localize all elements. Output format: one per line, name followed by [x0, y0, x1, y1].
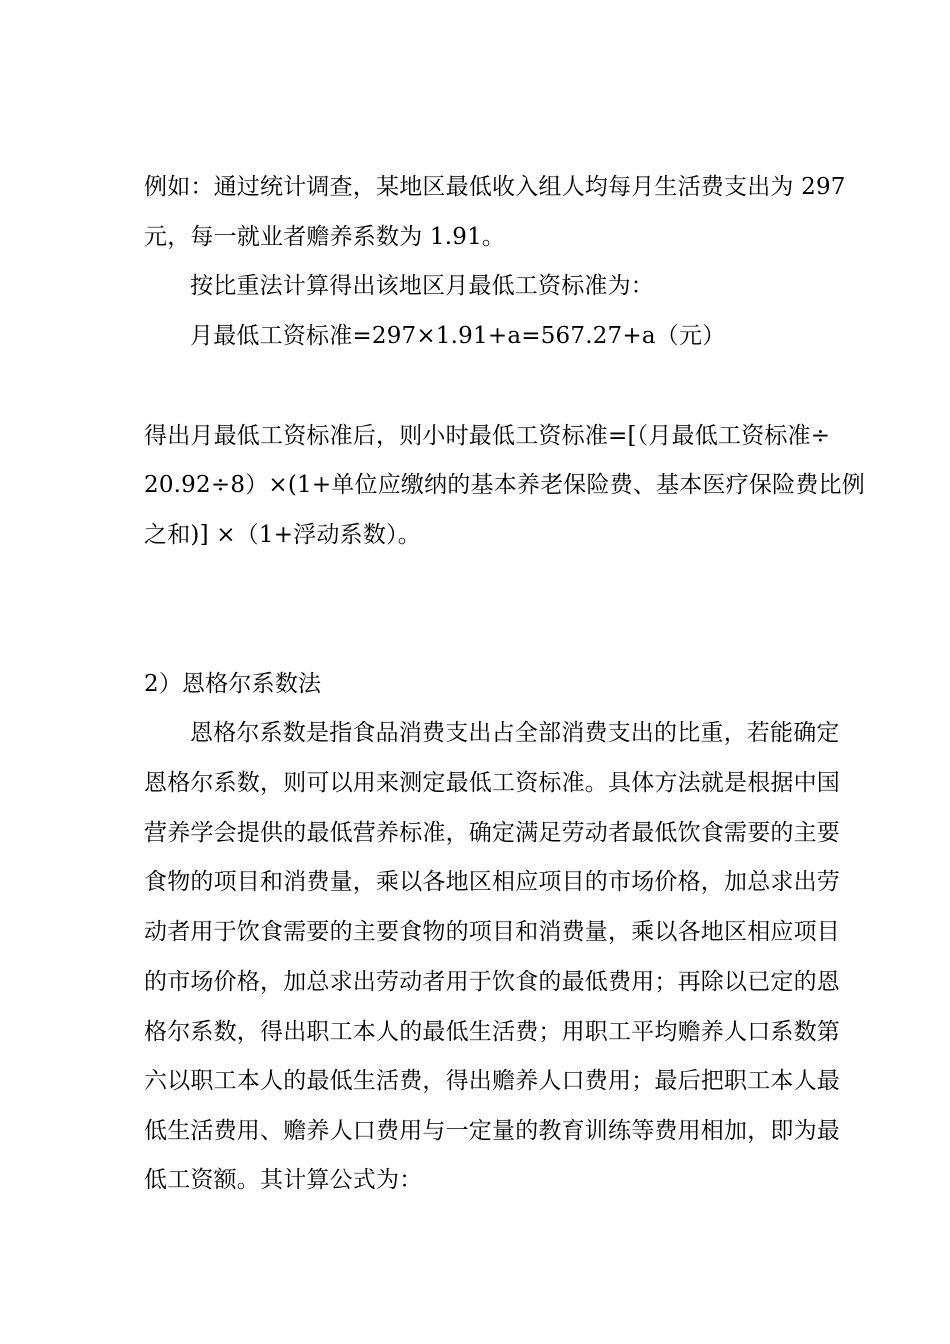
paragraph-engel-line-9: 低生活费用、赡养人口费用与一定量的教育训练等费用相加，即为最 — [144, 1118, 840, 1144]
paragraph-hourly-line-2: 20.92÷8）×(1+单位应缴纳的基本养老保险费、基本医疗保险费比例 — [144, 472, 865, 498]
formula-monthly-wage: 月最低工资标准=297×1.91+a=567.27+a（元） — [190, 323, 726, 349]
paragraph-hourly-line-1: 得出月最低工资标准后，则小时最低工资标准=[（月最低工资标准÷ — [144, 423, 831, 449]
paragraph-engel-line-8: 六以职工本人的最低生活费，得出赡养人口费用；最后把职工本人最 — [144, 1068, 840, 1094]
section-heading-engel: 2）恩格尔系数法 — [144, 671, 322, 697]
paragraph-engel-line-4: 食物的项目和消费量，乘以各地区相应项目的市场价格，加总求出劳 — [144, 869, 840, 895]
paragraph-method-intro: 按比重法计算得出该地区月最低工资标准为： — [190, 273, 654, 299]
paragraph-example-line-2: 元，每一就业者赡养系数为 1.91。 — [144, 224, 506, 250]
paragraph-hourly-line-3: 之和)] ×（1+浮动系数）。 — [144, 522, 421, 548]
paragraph-example-line-1: 例如：通过统计调查，某地区最低收入组人均每月生活费支出为 297 — [144, 174, 846, 200]
paragraph-engel-line-10: 低工资额。其计算公式为： — [144, 1167, 423, 1193]
paragraph-engel-line-1: 恩格尔系数是指食品消费支出占全部消费支出的比重，若能确定 — [190, 720, 840, 746]
paragraph-engel-line-6: 的市场价格，加总求出劳动者用于饮食的最低费用；再除以已定的恩 — [144, 969, 840, 995]
paragraph-engel-line-3: 营养学会提供的最低营养标准，确定满足劳动者最低饮食需要的主要 — [144, 820, 840, 846]
paragraph-engel-line-7: 格尔系数，得出职工本人的最低生活费；用职工平均赡养人口系数第 — [144, 1019, 840, 1045]
paragraph-engel-line-5: 动者用于饮食需要的主要食物的项目和消费量，乘以各地区相应项目 — [144, 919, 840, 945]
paragraph-engel-line-2: 恩格尔系数，则可以用来测定最低工资标准。具体方法就是根据中国 — [144, 770, 840, 796]
